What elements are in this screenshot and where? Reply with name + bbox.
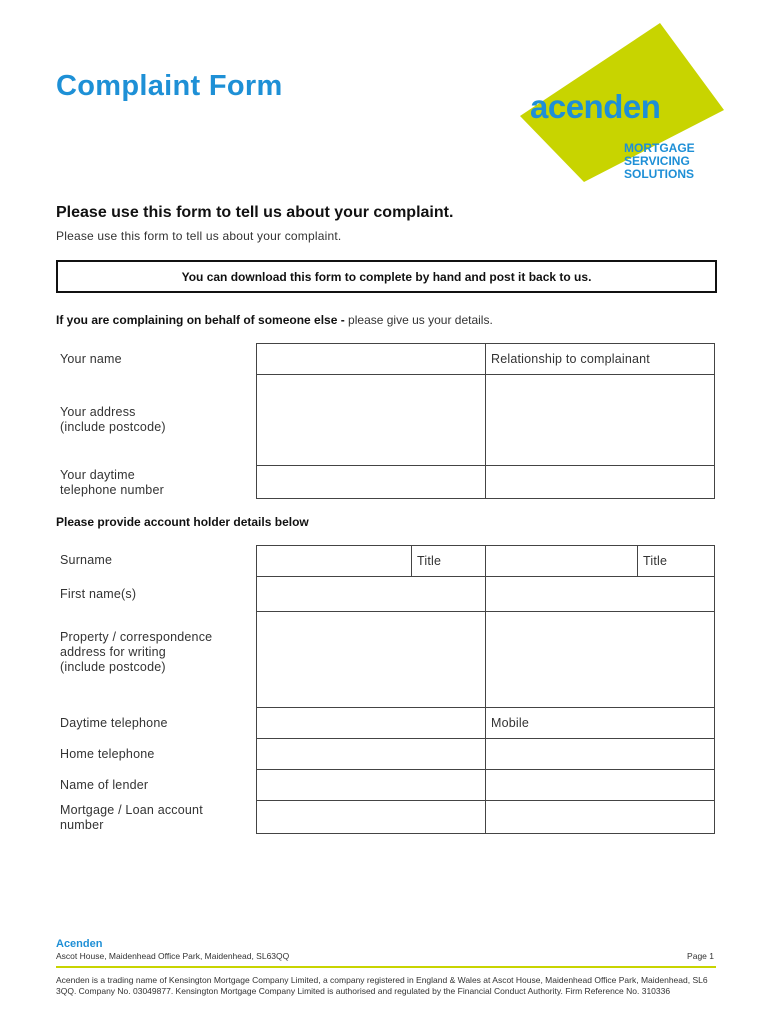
title-field-1[interactable] (411, 545, 486, 577)
footer-address: Ascot House, Maidenhead Office Park, Maidenhead, SL63QQ (56, 951, 290, 961)
form-heading: Please use this form to tell us about your complaint. (56, 204, 454, 221)
download-notice: You can download this form to complete by hand and post it back to us. (56, 260, 717, 293)
title-label-2: Title (643, 554, 668, 568)
account-number-field-2[interactable] (485, 800, 715, 834)
mobile-label: Mobile (491, 716, 530, 730)
page-number: Page 1 (687, 951, 714, 961)
surname-label: Surname (60, 553, 113, 567)
lender-label: Name of lender (60, 778, 149, 792)
daytime-telephone-label: Daytime telephone (60, 716, 168, 730)
relationship-field[interactable] (485, 343, 715, 375)
property-address-field-2[interactable] (485, 611, 715, 708)
home-telephone-field-2[interactable] (485, 738, 715, 770)
your-name-label: Your name (60, 352, 122, 366)
lender-field-2[interactable] (485, 769, 715, 801)
section-account-holder-label: Please provide account holder details below (56, 515, 309, 529)
mobile-field[interactable] (485, 707, 715, 739)
account-number-label: Mortgage / Loan account number (60, 803, 203, 832)
title-field-2[interactable] (637, 545, 715, 577)
your-address-field-left[interactable] (256, 374, 486, 466)
your-phone-field-left[interactable] (256, 465, 486, 499)
lender-field-1[interactable] (256, 769, 486, 801)
title-label-1: Title (417, 554, 442, 568)
footer-legal-text: Acenden is a trading name of Kensington Mortgage Company Limited, a company registered in England & Wales at Ascot House, Maidenhead Office Park, Maidenhead, SL6 3QQ. Company No. 03049877. Kensington Mortgage Company Limited is authorised and regulated by the Financial Conduct Authority. Firm Reference No. 310336 (56, 975, 708, 996)
surname-field[interactable] (256, 545, 412, 577)
first-names-field-1[interactable] (256, 576, 486, 612)
form-title: Complaint Form (56, 70, 283, 102)
your-name-field[interactable] (256, 343, 486, 375)
daytime-phone-label: Your daytime telephone number (60, 468, 164, 497)
your-phone-field-right[interactable] (485, 465, 715, 499)
first-names-label: First name(s) (60, 587, 137, 601)
your-address-label: Your address (include postcode) (60, 405, 166, 434)
relationship-label: Relationship to complainant (491, 352, 650, 366)
your-address-field-right[interactable] (485, 374, 715, 466)
acenden-logo (500, 18, 730, 188)
footer-company-name: Acenden (56, 938, 103, 950)
account-number-field-1[interactable] (256, 800, 486, 834)
surname-field-2[interactable] (485, 545, 638, 577)
daytime-telephone-field[interactable] (256, 707, 486, 739)
logo-tagline: MORTGAGE SERVICING SOLUTIONS (624, 141, 695, 181)
section-on-behalf-label: If you are complaining on behalf of someone else - please give us your details. (56, 313, 493, 327)
property-address-field-1[interactable] (256, 611, 486, 708)
form-subheading: Please use this form to tell us about your complaint. (56, 229, 342, 243)
property-address-label: Property / correspondence address for writing (include postcode) (60, 630, 213, 674)
first-names-field-2[interactable] (485, 576, 715, 612)
home-telephone-label: Home telephone (60, 747, 155, 761)
logo-wordmark: acenden (530, 88, 661, 125)
home-telephone-field-1[interactable] (256, 738, 486, 770)
footer-divider (56, 966, 716, 968)
